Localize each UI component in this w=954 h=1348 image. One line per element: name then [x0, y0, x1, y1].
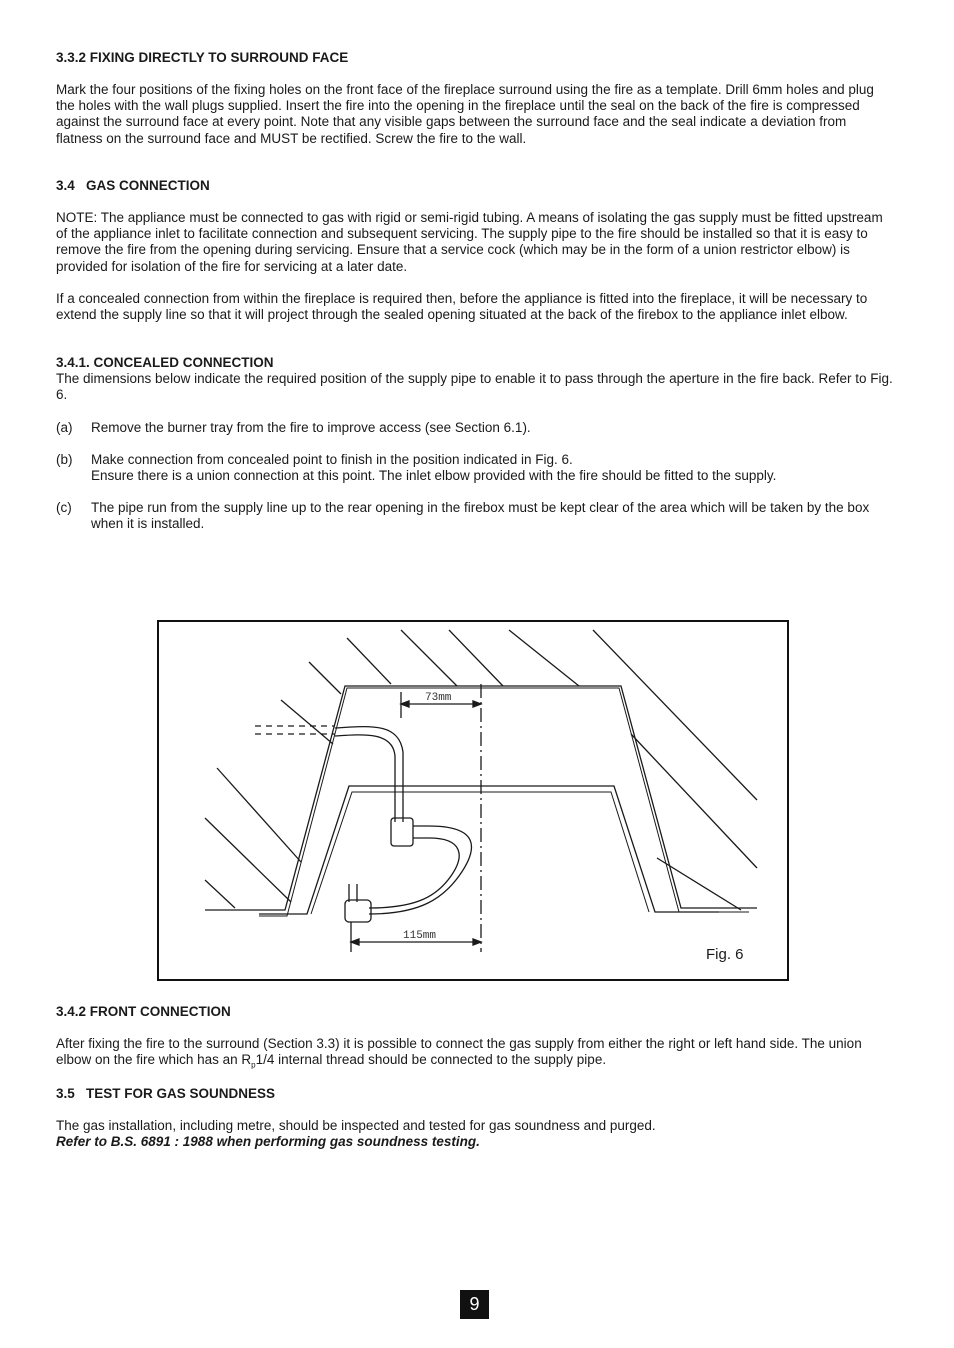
supply-pipe [335, 735, 395, 822]
list-item-text: Remove the burner tray from the fire to improve access (see Section 6.1). [91, 420, 531, 435]
hatch-line [593, 630, 757, 800]
section-3-4-1-paragraph: The dimensions below indicate the required position of the supply pipe to enable it to pass through the aperture in the fire back. Refer to Fig. 6. [56, 371, 893, 403]
fireplace-diagram [159, 622, 787, 979]
dim-arrow [473, 701, 481, 707]
section-3-4-heading: 3.4 GAS CONNECTION [56, 178, 210, 193]
dim-label-115: 115mm [403, 930, 437, 942]
dim-label-73: 73mm [425, 692, 452, 704]
dim-arrow [401, 701, 409, 707]
union-elbow-upper [391, 818, 413, 846]
figure-label: Fig. 6 [706, 946, 744, 963]
section-3-4-2-paragraph: After fixing the fire to the surround (Section 3.3) it is possible to connect the gas supply from either the right or left hand side. The union elbow on the fire which has an $R_p1/4$ internal thread should be connected to the supply pipe. [56, 1036, 862, 1070]
section-3-5-heading: 3.5 TEST FOR GAS SOUNDNESS [56, 1086, 276, 1101]
dim-arrow [473, 939, 481, 945]
union-elbow-lower [345, 900, 371, 922]
section-3-4-2-heading: 3.4.2 FRONT CONNECTION [56, 1004, 231, 1019]
hatch-line [449, 630, 503, 686]
list-item-b [56, 452, 896, 484]
list-item-label: (b) [56, 452, 73, 467]
firebox-inner [311, 792, 649, 914]
union-elbow-outlet [413, 826, 429, 838]
hatch-line [309, 662, 341, 694]
list-item-c [56, 500, 896, 532]
hatch-line [347, 638, 391, 684]
list-item-a [56, 420, 896, 436]
hatch-line [509, 630, 579, 686]
surround-outline-inner [259, 688, 749, 916]
section-3-5-paragraph: The gas installation, including metre, should be inspected and tested for gas soundness and purged. [56, 1118, 656, 1133]
supply-pipe-lower [369, 838, 459, 908]
list-item-label: (c) [56, 500, 72, 515]
section-3-3-2-heading: 3.3.2 FIXING DIRECTLY TO SURROUND FACE [56, 50, 349, 65]
figure-6 [157, 620, 789, 981]
hatch-line [217, 768, 301, 862]
dim-arrow [351, 939, 359, 945]
section-3-4-note: NOTE: The appliance must be connected to gas with rigid or semi-rigid tubing. A means of isolating the gas supply must be fitted upstream of the appliance inlet to facilitate connection and subsequent servicing. The supply pipe to the fire should be installed so that it is easy to remove the fire from the opening during servicing. Ensure that a service cock (which may be in the form of a union restrictor elbow) is provided for isolation of the fire for servicing at a later date. [56, 210, 883, 274]
supply-pipe [335, 727, 403, 822]
hatch-line [205, 880, 235, 908]
list-item-text: Make connection from concealed point to finish in the position indicated in Fig. 6. [91, 452, 573, 467]
section-3-4-paragraph: If a concealed connection from within the fireplace is required then, before the appliance is fitted into the fireplace, it will be necessary to extend the supply line so that it will project through the sealed opening situated at the back of the firebox to the appliance inlet elbow. [56, 291, 868, 323]
list-item-text: The pipe run from the supply line up to the rear opening in the firebox must be kept clear of the area which will be taken by the box when it is installed. [91, 500, 870, 532]
section-3-5-emphasis: Refer to B.S. 6891 : 1988 when performing gas soundness testing. [56, 1134, 480, 1149]
section-3-3-2-paragraph: Mark the four positions of the fixing holes on the front face of the fireplace surround using the fire as a template. Drill 6mm holes and plug the holes with the wall plugs supplied. Insert the fire into the opening in the fireplace until the seal on the back of the fire is compressed against the surround face at every point. Note that any visible gaps between the surround face and the seal indicate a deviation from flatness on the surround face and MUST be rectified. Screw the fire to the wall. [56, 82, 874, 146]
list-item-label: (a) [56, 420, 73, 435]
list-item-text-continued: Ensure there is a union connection at this point. The inlet elbow provided with the fire should be fitted to the supply. [91, 468, 777, 484]
hatch-line [281, 700, 333, 744]
page-number: 9 [460, 1290, 489, 1319]
hatch-line [205, 818, 291, 902]
hatch-line [631, 734, 757, 868]
hatch-line [401, 630, 457, 686]
section-3-4-1-heading: 3.4.1. CONCEALED CONNECTION [56, 355, 274, 370]
